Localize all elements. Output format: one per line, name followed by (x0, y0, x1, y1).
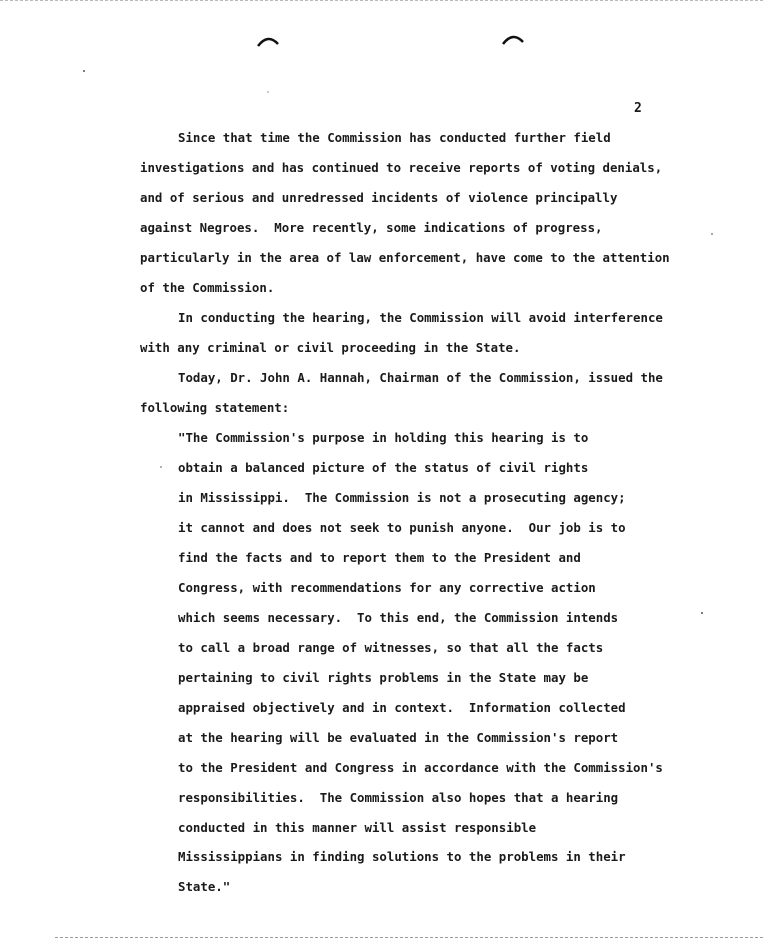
text-line: particularly in the area of law enforcement, have come to the attention (140, 250, 670, 265)
quote-line: Congress, with recommendations for any corrective action (178, 580, 596, 595)
quote-line: to the President and Congress in accordance with the Commission's (178, 760, 663, 775)
text-line: following statement: (140, 400, 290, 415)
page-number: 2 (634, 101, 642, 116)
page-top-edge (0, 0, 763, 1)
quote-line: conducted in this manner will assist responsible (178, 820, 537, 835)
quote-line: obtain a balanced picture of the status of civil rights (178, 460, 589, 475)
page-bottom-edge (55, 937, 763, 938)
scan-speck (701, 612, 703, 614)
text-line: In conducting the hearing, the Commission will avoid interference (178, 310, 663, 325)
quote-line: appraised objectively and in context. Information collected (178, 700, 626, 715)
text-line: with any criminal or civil proceeding in the State. (140, 340, 521, 355)
text-line: Today, Dr. John A. Hannah, Chairman of the Commission, issued the (178, 370, 663, 385)
quote-line: in Mississippi. The Commission is not a prosecuting agency; (178, 490, 626, 505)
quote-line: to call a broad range of witnesses, so that all the facts (178, 640, 604, 655)
punch-hole-mark-right (501, 31, 525, 45)
text-line: of the Commission. (140, 280, 275, 295)
scan-speck (160, 466, 162, 468)
scan-speck (267, 91, 269, 93)
quote-line: find the facts and to report them to the President and (178, 550, 581, 565)
quote-line: "The Commission's purpose in holding this hearing is to (178, 430, 589, 445)
quote-line: pertaining to civil rights problems in the State may be (178, 670, 589, 685)
quote-line: Mississippians in finding solutions to the problems in their (178, 849, 626, 864)
text-line: investigations and has continued to receive reports of voting denials, (140, 160, 663, 175)
quote-line: at the hearing will be evaluated in the Commission's report (178, 730, 619, 745)
scan-speck (711, 233, 713, 235)
punch-hole-mark-left (256, 33, 280, 47)
text-line: Since that time the Commission has conducted further field (178, 130, 611, 145)
scan-speck (83, 70, 85, 72)
quote-line: which seems necessary. To this end, the Commission intends (178, 610, 619, 625)
quote-line: State." (178, 879, 231, 894)
text-line: and of serious and unredressed incidents of violence principally (140, 190, 618, 205)
text-line: against Negroes. More recently, some indications of progress, (140, 220, 603, 235)
quote-line: it cannot and does not seek to punish anyone. Our job is to (178, 520, 626, 535)
quote-line: responsibilities. The Commission also hopes that a hearing (178, 790, 619, 805)
